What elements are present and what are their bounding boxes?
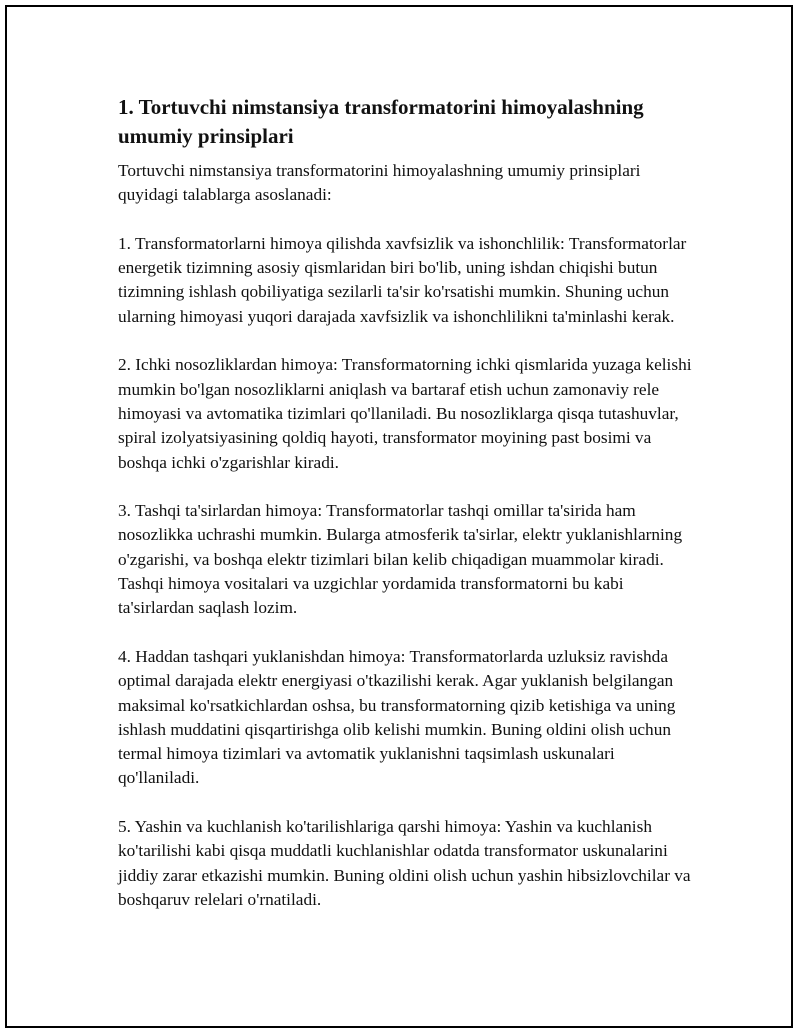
paragraph-external-influences: 3. Tashqi ta'sirlardan himoya: Transformatorlar tashqi omillar ta'sirida ham nosozlikka uchrashi mumkin. Bularga atmosferik ta'sirlar, elektr yuklanishlarning o'zgarishi, va boshqa elektr tizimlari bilan kelib chiqadigan muammolar kiradi. Tashqi himoya vositalari va uzgichlar yordamida transformatorni bu kabi ta'sirlardan saqlash lozim.: [118, 501, 683, 618]
section-heading: 1. Tortuvchi nimstansiya transformatorini himoyalashning umumiy prinsiplari: [118, 95, 644, 148]
document-body: [118, 93, 698, 937]
paragraph-safety-reliability: 1. Transformatorlarni himoya qilishda xavfsizlik va ishonchlilik: Transformatorlar energetik tizimning asosiy qismlaridan biri bo'lib, uning ishdan chiqishi butun tizimning ishlash qobiliyatiga sezilarli ta'sir ko'rsatishi mumkin. Shuning uchun ularning himoyasi yuqori darajada xavfsizlik va ishonchlilikni ta'minlashi kerak.: [118, 233, 687, 326]
paragraph-internal-faults: 2. Ichki nosozliklardan himoya: Transformatorning ichki qismlarida yuzaga kelishi mumkin bo'lgan nosozliklarni aniqlash va bartaraf etish uchun zamonaviy rele himoyasi va avtomatika tizimlari qo'llaniladi. Bu nosozliklarga qisqa tutashuvlar, spiral izolyatsiyasining qoldiq hayoti, transformator moyining past bosimi va boshqa ichki o'zgarishlar kiradi.: [118, 355, 692, 472]
intro-paragraph: Tortuvchi nimstansiya transformatorini himoyalashning umumiy prinsiplari quyidagi talablarga asoslanadi:: [118, 161, 641, 205]
paragraph-lightning-surge: 5. Yashin va kuchlanish ko'tarilishlariga qarshi himoya: Yashin va kuchlanish ko'tarilishi kabi qisqa muddatli kuchlanishlar odatda transformator uskunalarini jiddiy zarar etkazishi mumkin. Buning oldini olish uchun yashin hibsizlovchilar va boshqaruv relelari o'rnatiladi.: [118, 817, 691, 909]
paragraph-overload: 4. Haddan tashqari yuklanishdan himoya: Transformatorlarda uzluksiz ravishda optimal darajada elektr energiyasi o'tkazilishi kerak. Agar yuklanish belgilangan maksimal ko'rsatkichlardan oshsa, bu transformatorning qizib ketishiga va uning ishlash muddatini qisqartirishga olib kelishi mumkin. Buning oldini olish uchun termal himoya tizimlari va avtomatik yuklanishni taqsimlash uskunalari qo'llaniladi.: [118, 646, 676, 788]
